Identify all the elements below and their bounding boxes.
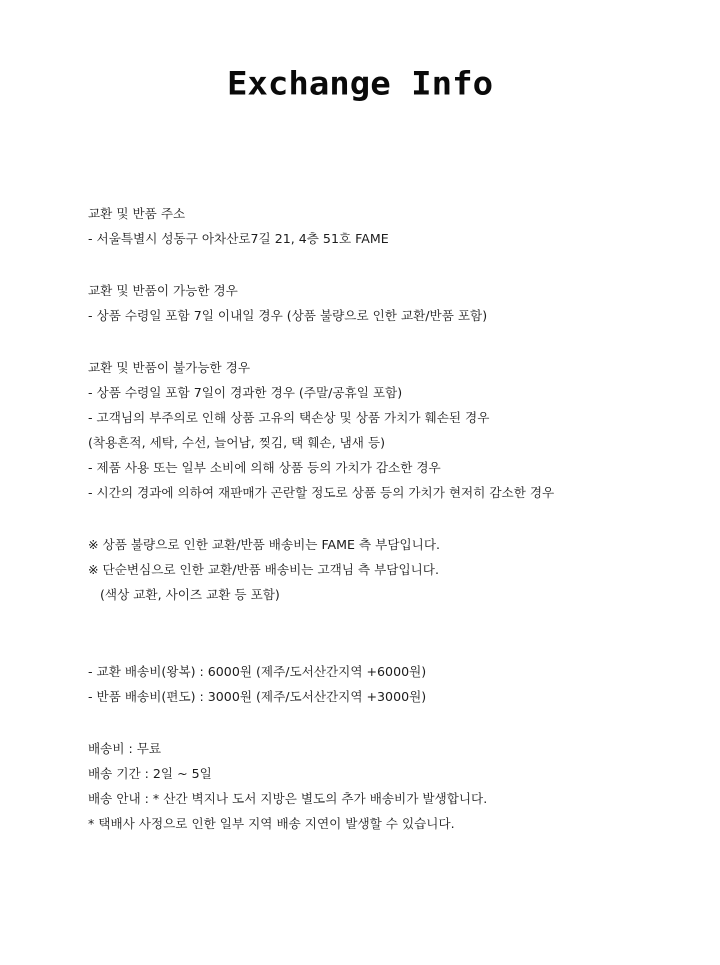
fee-item: - 교환 배송비(왕복) : 6000원 (제주/도서산간지역 +6000원) (88, 664, 427, 679)
possible-item: - 상품 수령일 포함 7일 이내일 경우 (상품 불량으로 인한 교환/반품 포함) (88, 308, 488, 323)
fee-item: - 반품 배송비(편도) : 3000원 (제주/도서산간지역 +3000원) (88, 689, 427, 704)
impossible-item: - 시간의 경과에 의하여 재판매가 곤란할 정도로 상품 등의 가치가 현저히 감소한 경우 (88, 485, 555, 500)
impossible-item: - 상품 수령일 포함 7일이 경과한 경우 (주말/공휴일 포함) (88, 385, 403, 400)
shipping-item: 배송비 : 무료 (88, 741, 162, 756)
shipping-item: * 택배사 사정으로 인한 일부 지역 배송 지연이 발생할 수 있습니다. (88, 816, 455, 831)
impossible-item: (착용흔적, 세탁, 수선, 늘어남, 찢김, 택 훼손, 냄새 등) (88, 435, 386, 450)
address-value: - 서울특별시 성동구 아차산로7길 21, 4층 51호 FAME (88, 231, 389, 246)
shipping-item: 배송 안내 : * 산간 벽지나 도서 지방은 별도의 추가 배송비가 발생합니다. (88, 791, 488, 806)
shipping-item: 배송 기간 : 2일 ~ 5일 (88, 766, 212, 781)
exchange-info-content (88, 201, 708, 836)
impossible-heading: 교환 및 반품이 불가능한 경우 (88, 360, 250, 375)
possible-heading: 교환 및 반품이 가능한 경우 (88, 283, 238, 298)
note-item: ※ 단순변심으로 인한 교환/반품 배송비는 고객님 측 부담입니다. (88, 562, 439, 577)
page-title: Exchange Info (226, 65, 494, 103)
impossible-item: - 제품 사용 또는 일부 소비에 의해 상품 등의 가치가 감소한 경우 (88, 460, 441, 475)
note-item: (색상 교환, 사이즈 교환 등 포함) (88, 587, 280, 602)
impossible-item: - 고객님의 부주의로 인해 상품 고유의 택손상 및 상품 가치가 훼손된 경우 (88, 410, 490, 425)
note-item: ※ 상품 불량으로 인한 교환/반품 배송비는 FAME 측 부담입니다. (88, 537, 440, 552)
address-heading: 교환 및 반품 주소 (88, 206, 186, 221)
